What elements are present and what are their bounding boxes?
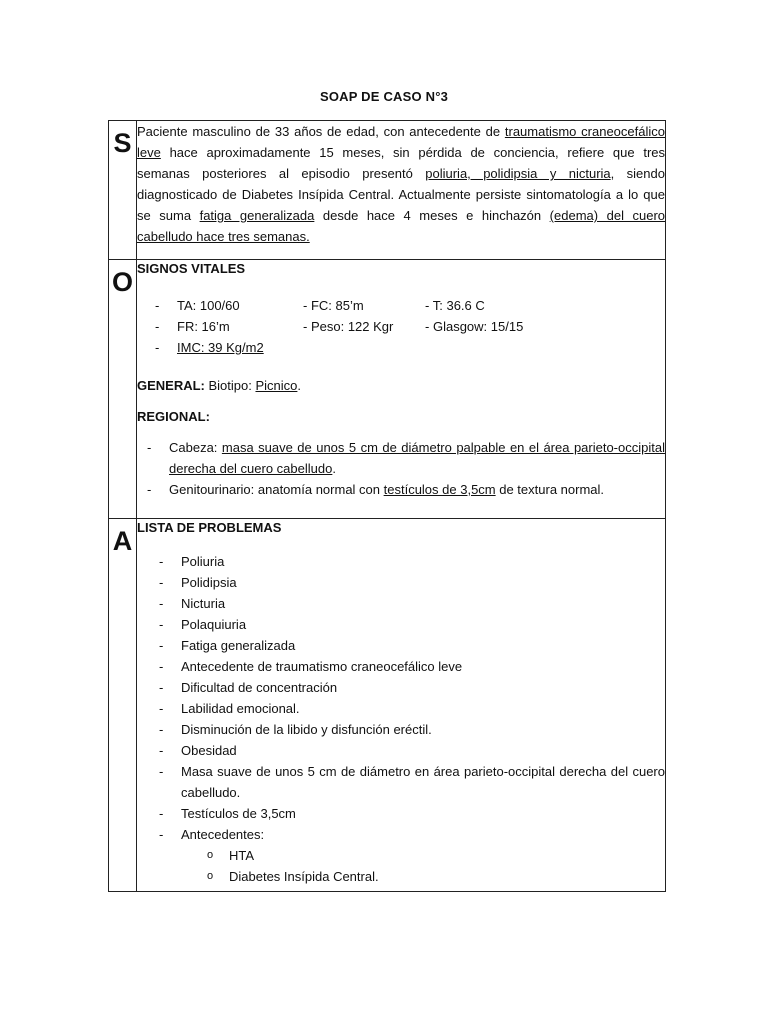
vital-t: - T: 36.6 C <box>425 298 485 313</box>
assessment-content <box>137 519 666 892</box>
list-item: - Dificultad de concentración <box>137 677 665 698</box>
list-item: - Disminución de la libido y disfunción eréctil. <box>137 719 665 740</box>
underlined-text: (edema) del cuero cabelludo hace tres semanas. <box>137 208 665 244</box>
vital-fr: - FR: 16’m <box>155 319 230 334</box>
list-item: - Polidipsia <box>137 572 665 593</box>
vital-signs-grid <box>137 295 665 358</box>
vital-glasgow: - Glasgow: 15/15 <box>425 319 524 334</box>
vital-ta: - TA: 100/60 <box>155 298 240 313</box>
objective-content <box>137 260 666 519</box>
regional-item-genitourinario: - Genitourinario: anatomía normal con testículos de 3,5cm de textura normal. <box>137 479 665 500</box>
list-item: - Polaquiuria <box>137 614 665 635</box>
underlined-text: poliuria, polidipsia y nicturia <box>425 166 611 181</box>
soap-row-subjective <box>109 121 666 260</box>
section-letter-o: O <box>109 260 137 519</box>
regional-heading: REGIONAL: <box>137 409 210 424</box>
problem-list <box>137 551 665 845</box>
soap-row-objective <box>109 260 666 519</box>
soap-row-assessment <box>109 519 666 892</box>
vital-peso: - Peso: 122 Kgr <box>303 319 394 334</box>
text-segment: Paciente masculino de 33 años de edad, con antecedente de <box>137 124 505 139</box>
soap-table <box>108 120 666 892</box>
underlined-text: traumatismo craneocefálico leve <box>137 124 665 160</box>
list-item: - Fatiga generalizada <box>137 635 665 656</box>
list-item: - Antecedente de traumatismo craneocefálico leve <box>137 656 665 677</box>
general-line: GENERAL: Biotipo: Picnico. <box>137 378 302 393</box>
list-item: - Poliuria <box>137 551 665 572</box>
text-segment: desde hace 4 meses e hinchazón <box>314 208 550 223</box>
problem-list-heading: LISTA DE PROBLEMAS <box>137 520 282 535</box>
sub-list-item: o HTA <box>137 845 665 866</box>
document-title: SOAP DE CASO N°3 <box>319 89 449 104</box>
list-item: - Antecedentes: <box>137 824 665 845</box>
list-item: - Obesidad <box>137 740 665 761</box>
list-item: - Nicturia <box>137 593 665 614</box>
sub-list-item: o Diabetes Insípida Central. <box>137 866 665 887</box>
subjective-content <box>137 121 666 260</box>
regional-item-cabeza: - Cabeza: masa suave de unos 5 cm de diámetro palpable en el área parieto-occipital derecha del cuero cabelludo. <box>137 437 665 479</box>
list-item: - Labilidad emocional. <box>137 698 665 719</box>
vital-signs-heading: SIGNOS VITALES <box>137 261 246 276</box>
regional-list <box>137 437 665 500</box>
antecedents-sublist <box>137 845 665 887</box>
vital-fc: - FC: 85’m <box>303 298 364 313</box>
text-segment: hace aproximadamente 15 meses, sin pérdida de conciencia, refiere que tres semanas posteriores al episodio presentó <box>137 145 665 181</box>
section-letter-a: A <box>109 519 137 892</box>
list-item: - Masa suave de unos 5 cm de diámetro en área parieto-occipital derecha del cuero cabelludo. <box>137 761 665 803</box>
subjective-paragraph <box>137 121 665 247</box>
underlined-text: fatiga generalizada <box>199 208 315 223</box>
section-letter-s: S <box>109 121 137 260</box>
text-segment: , siendo diagnosticado de Diabetes Insípida Central. Actualmente persiste sintomatología a lo que se suma <box>137 166 665 223</box>
vital-imc: - IMC: 39 Kg/m2 <box>155 340 264 355</box>
list-item: - Testículos de 3,5cm <box>137 803 665 824</box>
